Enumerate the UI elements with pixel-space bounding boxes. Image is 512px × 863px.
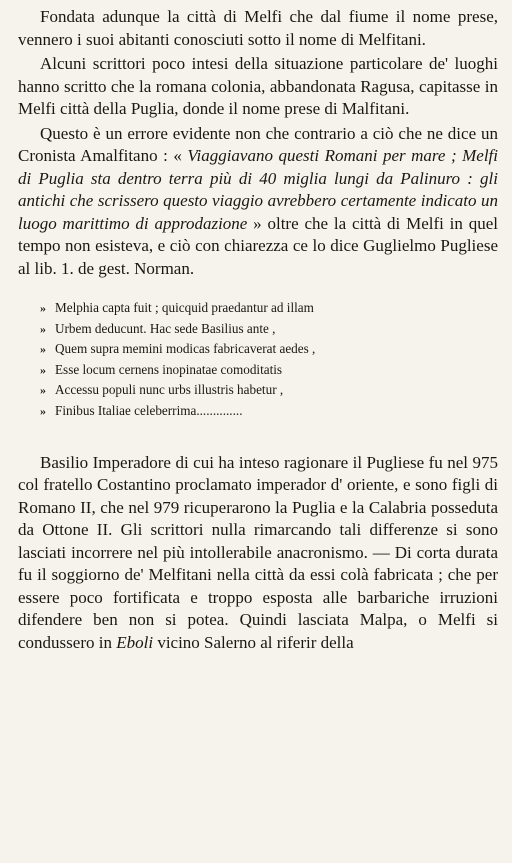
paragraph-emperor-basil [18, 452, 498, 655]
quote-mark: » [40, 342, 46, 357]
chronicle-quotation: Viaggiavano questi Romani per mare ; Melfi di Puglia sta dentro terra più di 40 miglia lungi da Palinuro : gli antichi che scrissero questo viaggio avrebbero certamente indicato un luogo marittimo di approdazione [18, 146, 498, 233]
paragraph-emperor-basil-end: vicino Salerno al riferir della [153, 632, 354, 652]
paragraph-amalfi-chronicle-intro: Questo è un errore evidente non che contrario a ciò che ne dice un Cronista Amalfitano : « [18, 123, 498, 165]
paragraph-amalfi-chronicle [18, 123, 498, 281]
latin-verse-quotation [18, 298, 498, 422]
paragraph-roman-colony: Alcuni scrittori poco intesi della situazione particolare de' luoghi hanno scritto che la romana colonia, abbandonata Ragusa, capitasse in Melfi città della Puglia, donde il nome prese di Malfitani. [18, 54, 498, 118]
paragraph-founding-of-melfi: Fondata adunque la città di Melfi che dal fiume il nome prese, vennero i suoi abitanti conosciuti sotto il nome di Melfitani. [18, 7, 498, 49]
paragraph-emperor-basil-text: Basilio Imperadore di cui ha inteso ragionare il Pugliese fu nel 975 col fratello Costantino proclamato imperador d' oriente, e sono figli di Romano II, che nel 979 ricuperarono la Puglia e la Calabria posseduta da Ottone II. Gli scrittori nulla rimarcando tali differenze si sono lasciati incorrere nel più intollerabile anacronismo. — Di corta durata fu il soggiorno de' Melfitani nella città da essi colà fabricata ; che per essere poco fortificata e troppo esposta alle barbariche irruzioni difendere ben non si potea. Quindi lasciata Malpa, o Melfi si condussero in [18, 452, 498, 652]
verse-line: » Melphia capta fuit ; quicquid praedantur ad illam [40, 298, 498, 319]
quote-mark: » [40, 383, 46, 398]
verse-line: » Urbem deducunt. Hac sede Basilius ante , [40, 319, 498, 340]
verse-line: » Finibus Italiae celeberrima.............. [40, 401, 498, 422]
quote-mark: » [40, 362, 46, 377]
place-name-eboli: Eboli [116, 632, 154, 652]
verse-line: » Quem supra memini modicas fabricaverat aedes , [40, 339, 498, 360]
verse-line: » Accessu populi nunc urbs illustris habetur , [40, 380, 498, 401]
quote-mark: » [40, 403, 46, 418]
verse-line: » Esse locum cernens inopinatae comoditatis [40, 360, 498, 381]
quote-mark: » [40, 301, 46, 315]
quote-mark: » [40, 321, 46, 336]
paragraph-amalfi-chronicle-end: » oltre che la città di Melfi in quel tempo non esisteva, e ciò con chiarezza ce lo dice Guglielmo Pugliese al lib. 1. de gest. Norman. [18, 213, 498, 278]
